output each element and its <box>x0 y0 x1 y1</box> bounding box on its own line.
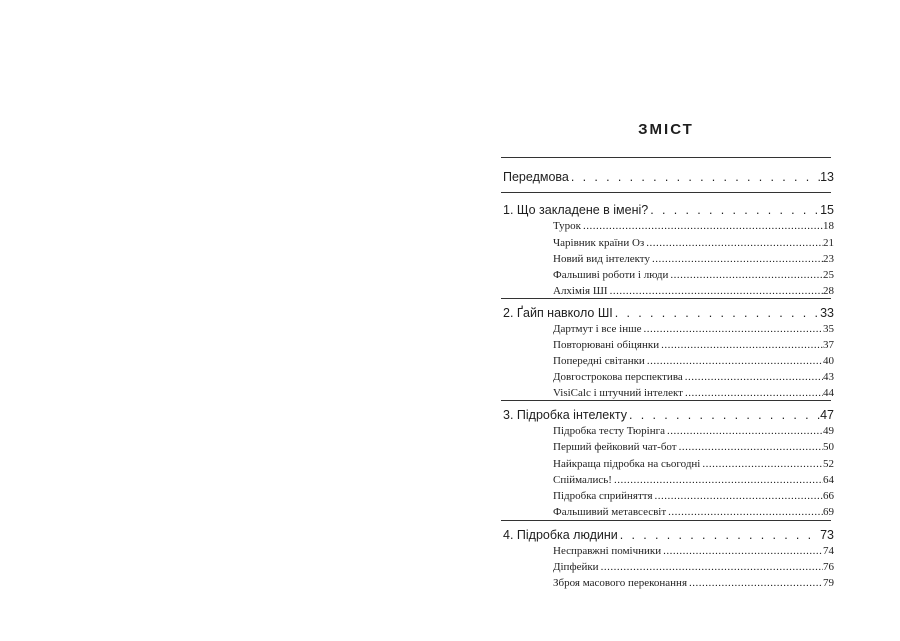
toc-entry-label: Турок <box>553 220 582 232</box>
toc-leader-dots <box>687 577 823 589</box>
toc-entry-label: 1. Що закладене в імені? <box>503 203 649 217</box>
toc-entry-label: Фальшиві роботи і люди <box>553 269 669 281</box>
toc-preface[interactable] <box>503 167 834 184</box>
toc-page-number: 35 <box>823 323 834 335</box>
toc-leader-dots <box>644 237 823 249</box>
toc-leader-dots <box>648 203 820 217</box>
toc-page-number: 76 <box>823 561 834 573</box>
toc-entry-label: 3. Підробка інтелекту <box>503 408 627 422</box>
toc-leader-dots <box>599 561 823 573</box>
toc-section[interactable] <box>553 266 834 281</box>
toc-entry-label: Новий вид інтелекту <box>553 253 650 265</box>
toc-leader-dots <box>581 220 823 232</box>
toc-leader-dots <box>627 408 820 422</box>
divider-rule <box>501 400 831 401</box>
toc-leader-dots <box>683 371 823 383</box>
toc-entry-label: Алхімія ШІ <box>553 285 608 297</box>
divider-rule <box>501 157 831 158</box>
toc-entry-label: Зброя масового переконання <box>553 577 688 589</box>
toc-leader-dots <box>618 528 820 542</box>
toc-page-number: 52 <box>823 458 834 470</box>
toc-section[interactable] <box>553 384 834 399</box>
toc-entry-label: Фальшивий метавсесвіт <box>553 506 667 518</box>
toc-leader-dots <box>569 170 820 184</box>
toc-section[interactable] <box>553 471 834 486</box>
toc-page-number: 37 <box>823 339 834 351</box>
toc-entry-label: Повторювані обіцянки <box>553 339 660 351</box>
toc-page-number: 43 <box>823 371 834 383</box>
toc-section[interactable] <box>553 368 834 383</box>
toc-title: ЗМІСТ <box>638 121 694 138</box>
toc-section[interactable] <box>553 217 834 232</box>
toc-section[interactable] <box>553 282 834 297</box>
toc-leader-dots <box>700 458 823 470</box>
toc-page-number: 15 <box>820 203 834 217</box>
toc-page-number: 33 <box>820 306 834 320</box>
toc-page-number: 74 <box>823 545 834 557</box>
toc-section[interactable] <box>553 542 834 557</box>
toc-section[interactable] <box>553 234 834 249</box>
toc-page-number: 44 <box>823 387 834 399</box>
toc-page-number: 18 <box>823 220 834 232</box>
toc-section[interactable] <box>553 503 834 518</box>
toc-page-number: 73 <box>820 528 834 542</box>
toc-leader-dots <box>668 269 823 281</box>
toc-leader-dots <box>665 425 823 437</box>
toc-chapter-3[interactable] <box>503 405 834 422</box>
toc-section[interactable] <box>553 422 834 437</box>
toc-page-number: 47 <box>820 408 834 422</box>
toc-section[interactable] <box>553 336 834 351</box>
toc-page-number: 64 <box>823 474 834 486</box>
toc-leader-dots <box>659 339 823 351</box>
divider-rule <box>501 520 831 521</box>
divider-rule <box>501 298 831 299</box>
toc-entry-label: Перший фейковий чат-бот <box>553 441 677 453</box>
toc-page-number: 49 <box>823 425 834 437</box>
toc-entry-label: Передмова <box>503 170 569 184</box>
toc-page-number: 25 <box>823 269 834 281</box>
toc-entry-label: 2. Ґайп навколо ШІ <box>503 306 613 320</box>
toc-page-number: 21 <box>823 237 834 249</box>
toc-page-number: 40 <box>823 355 834 367</box>
toc-entry-label: Довгострокова перспектива <box>553 371 683 383</box>
toc-entry-label: VisiCalc і штучний інтелект <box>553 387 683 399</box>
toc-page-number: 79 <box>823 577 834 589</box>
toc-section[interactable] <box>553 558 834 573</box>
toc-leader-dots <box>608 285 823 297</box>
toc-leader-dots <box>645 355 823 367</box>
toc-page-number: 23 <box>823 253 834 265</box>
toc-leader-dots <box>677 441 823 453</box>
toc-leader-dots <box>661 545 823 557</box>
toc-page-number: 66 <box>823 490 834 502</box>
toc-section[interactable] <box>553 250 834 265</box>
toc-leader-dots <box>650 253 823 265</box>
toc-page-number: 28 <box>823 285 834 297</box>
toc-page-number: 13 <box>820 170 834 184</box>
toc-page-number: 69 <box>823 506 834 518</box>
toc-entry-label: Чарівник країни Оз <box>553 237 645 249</box>
toc-section[interactable] <box>553 574 834 589</box>
toc-entry-label: 4. Підробка людини <box>503 528 618 542</box>
toc-entry-label: Підробка тесту Тюрінга <box>553 425 665 437</box>
toc-entry-label: Попередні світанки <box>553 355 645 367</box>
toc-section[interactable] <box>553 352 834 367</box>
toc-section[interactable] <box>553 487 834 502</box>
toc-leader-dots <box>641 323 823 335</box>
toc-entry-label: Дартмут і все інше <box>553 323 642 335</box>
toc-chapter-2[interactable] <box>503 303 834 320</box>
toc-section[interactable] <box>553 320 834 335</box>
toc-page <box>501 0 834 641</box>
toc-leader-dots <box>666 506 823 518</box>
toc-section[interactable] <box>553 438 834 453</box>
toc-entry-label: Підробка сприйняття <box>553 490 653 502</box>
toc-section[interactable] <box>553 455 834 470</box>
toc-chapter-1[interactable] <box>503 200 834 217</box>
toc-leader-dots <box>653 490 823 502</box>
toc-leader-dots <box>613 306 820 320</box>
divider-rule <box>501 192 831 193</box>
toc-leader-dots <box>683 387 823 399</box>
toc-entry-label: Несправжні помічники <box>553 545 662 557</box>
toc-entry-label: Діпфейки <box>553 561 599 573</box>
toc-entry-label: Найкраща підробка на сьогодні <box>553 458 701 470</box>
toc-leader-dots <box>612 474 823 486</box>
toc-page-number: 50 <box>823 441 834 453</box>
toc-chapter-4[interactable] <box>503 525 834 542</box>
toc-entry-label: Спіймались! <box>553 474 612 486</box>
